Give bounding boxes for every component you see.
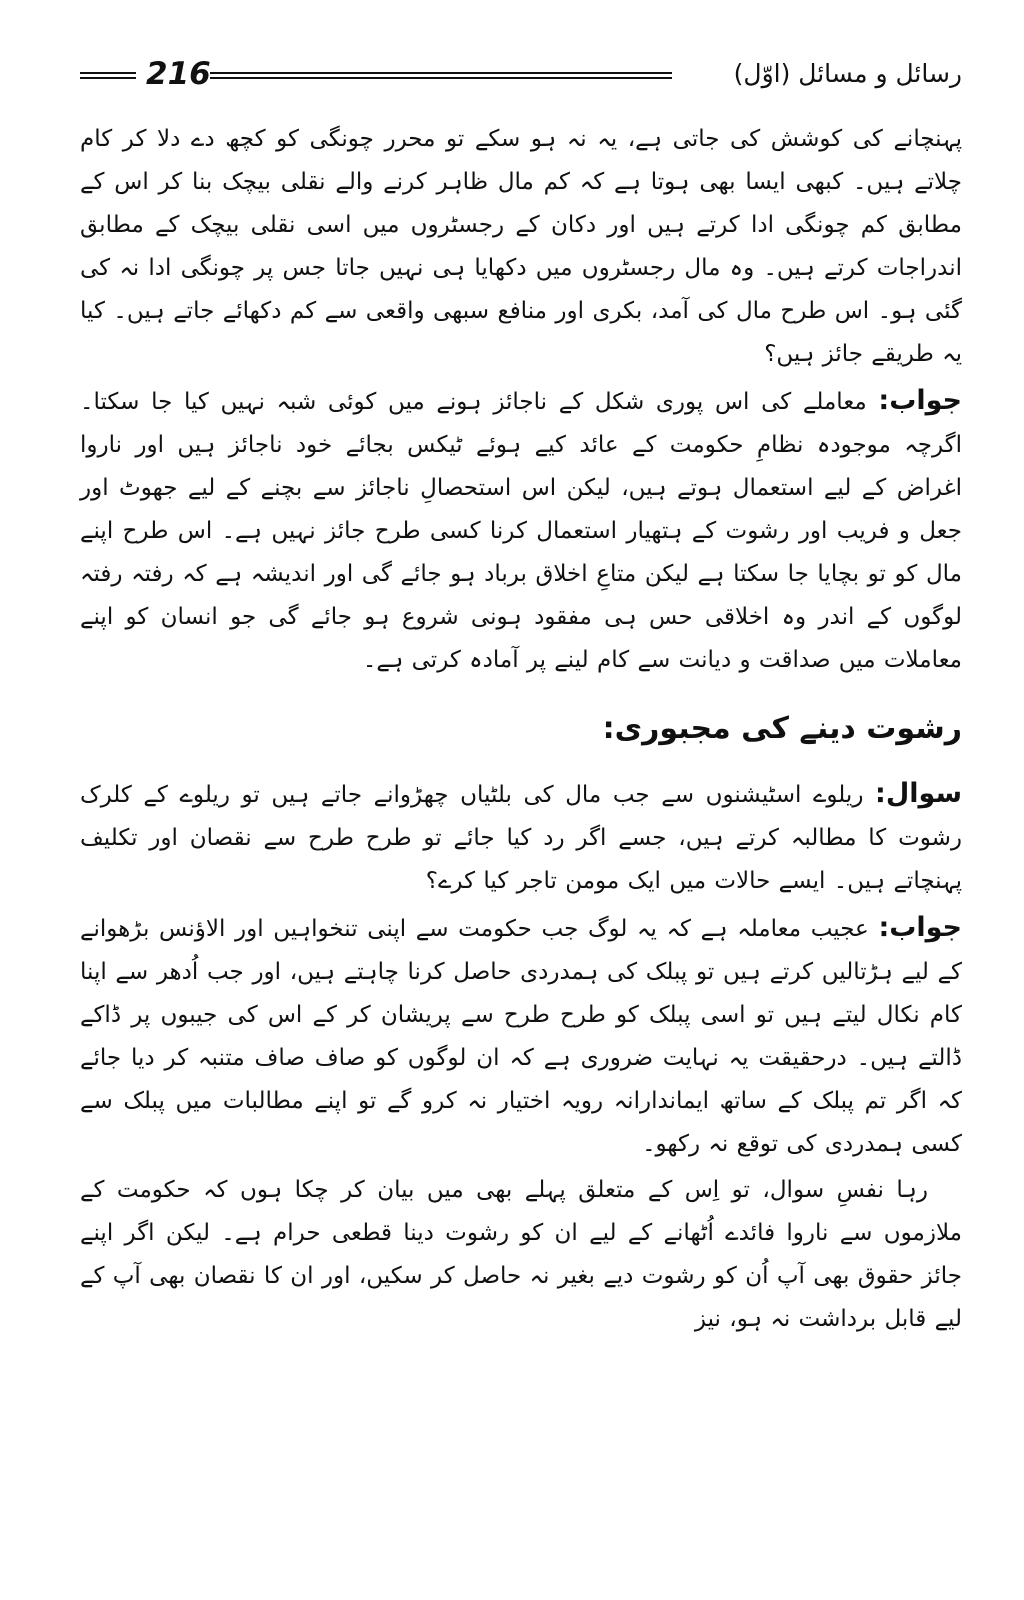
section-heading: رشوت دینے کی مجبوری:: [602, 711, 962, 746]
header-rule-right: [210, 72, 672, 79]
paragraph-question: [80, 772, 962, 903]
answer-label: جواب:: [878, 385, 962, 416]
page-body: [80, 118, 962, 1341]
paragraph-question-continued: پہنچانے کی کوشش کی جاتی ہے، یہ نہ ہو سکے تو محرر چونگی کو کچھ دے دلا کر کام چلاتے ہیں۔ کبھی ایسا بھی ہوتا ہے کہ کم مال ظاہر کرنے والے نقلی بیچک بنا کر اس کے مطابق کم چونگی ادا کرتے ہیں اور دکان کے رجسٹروں میں اسی نقلی بیچک کے مطابق اندراجات کرتے ہیں۔ وہ مال رجسٹروں میں دکھایا ہی نہیں جاتا جس پر چونگی ادا نہ کی گئی ہو۔ اس طرح مال کی آمد، بکری اور منافع سبھی واقعی سے کم دکھائے جاتے ہیں۔ کیا یہ طریقے جائز ہیں؟: [80, 126, 962, 367]
question-label: سوال:: [875, 778, 963, 809]
page-number: 216: [146, 56, 211, 92]
paragraph-closing: رہا نفسِ سوال، تو اِس کے متعلق پہلے بھی میں بیان کر چکا ہوں کہ حکومت کے ملازموں سے ناروا فائدے اُٹھانے کے لیے ان کو رشوت دینا قطعی حرام ہے۔ لیکن اگر اپنے جائز حقوق بھی آپ اُن کو رشوت دیے بغیر نہ حاصل کر سکیں، اور ان کا نقصان بھی آپ کے لیے قابل برداشت نہ ہو، نیز: [80, 1177, 962, 1332]
paragraph-answer-2: [80, 906, 962, 1166]
page-header: [80, 52, 962, 96]
running-title: رسائل و مسائل (اوّل): [733, 59, 962, 88]
header-rule-left: [80, 72, 136, 79]
paragraph-answer-1: [80, 379, 962, 682]
question-text: ریلوے اسٹیشنوں سے جب مال کی بلٹیاں چھڑوانے جاتے ہیں تو ریلوے کے کلرک رشوت کا مطالبہ کرتے ہیں، جسے اگر رد کیا جائے تو طرح طرح سے نقصان اور تکلیف پہنچاتے ہیں۔ ایسے حالات میں ایک مومن تاجر کیا کرے؟: [80, 782, 962, 894]
answer-text: عجیب معاملہ ہے کہ یہ لوگ جب حکومت سے اپنی تنخواہیں اور الاؤنس بڑھوانے کے لیے ہڑتالیں کرتے ہیں تو پبلک کی ہمدردی حاصل کرنا چاہتے ہیں، اور جب اُدھر سے اپنا کام نکال لیتے ہیں تو اسی پبلک کو طرح طرح سے پریشان کر کے اس کی جیبوں پر ڈاکے ڈالتے ہیں۔ درحقیقت یہ نہایت ضروری ہے کہ ان لوگوں کو صاف صاف متنبہ کر دیا جائے کہ اگر تم پبلک کے ساتھ ایماندارانہ رویہ اختیار نہ کرو گے تو اپنے مطالبات میں پبلک سے کسی ہمدردی کی توقع نہ رکھو۔: [80, 916, 962, 1157]
answer-text: معاملے کی اس پوری شکل کے ناجائز ہونے میں کوئی شبہ نہیں کیا جا سکتا۔ اگرچہ موجودہ نظامِ حکومت کے عائد کیے ہوئے ٹیکس بجائے خود ناجائز ہیں اور ناروا اغراض کے لیے استعمال ہوتے ہیں، لیکن اس استحصالِ ناجائز سے بچنے کے لیے جھوٹ اور جعل و فریب اور رشوت کے ہتھیار استعمال کرنا کسی طرح جائز نہیں ہے۔ اس طرح اپنے مال کو تو بچایا جا سکتا ہے لیکن متاعِ اخلاق برباد ہو جائے گی اور اندیشہ ہے کہ رفتہ رفتہ لوگوں کے اندر وہ اخلاقی حس ہی مفقود ہونی شروع ہو جائے گی جو انسان کو اپنے معاملات میں صداقت و دیانت سے کام لینے پر آمادہ کرتی ہے۔: [80, 389, 962, 673]
answer-label: جواب:: [878, 912, 963, 943]
